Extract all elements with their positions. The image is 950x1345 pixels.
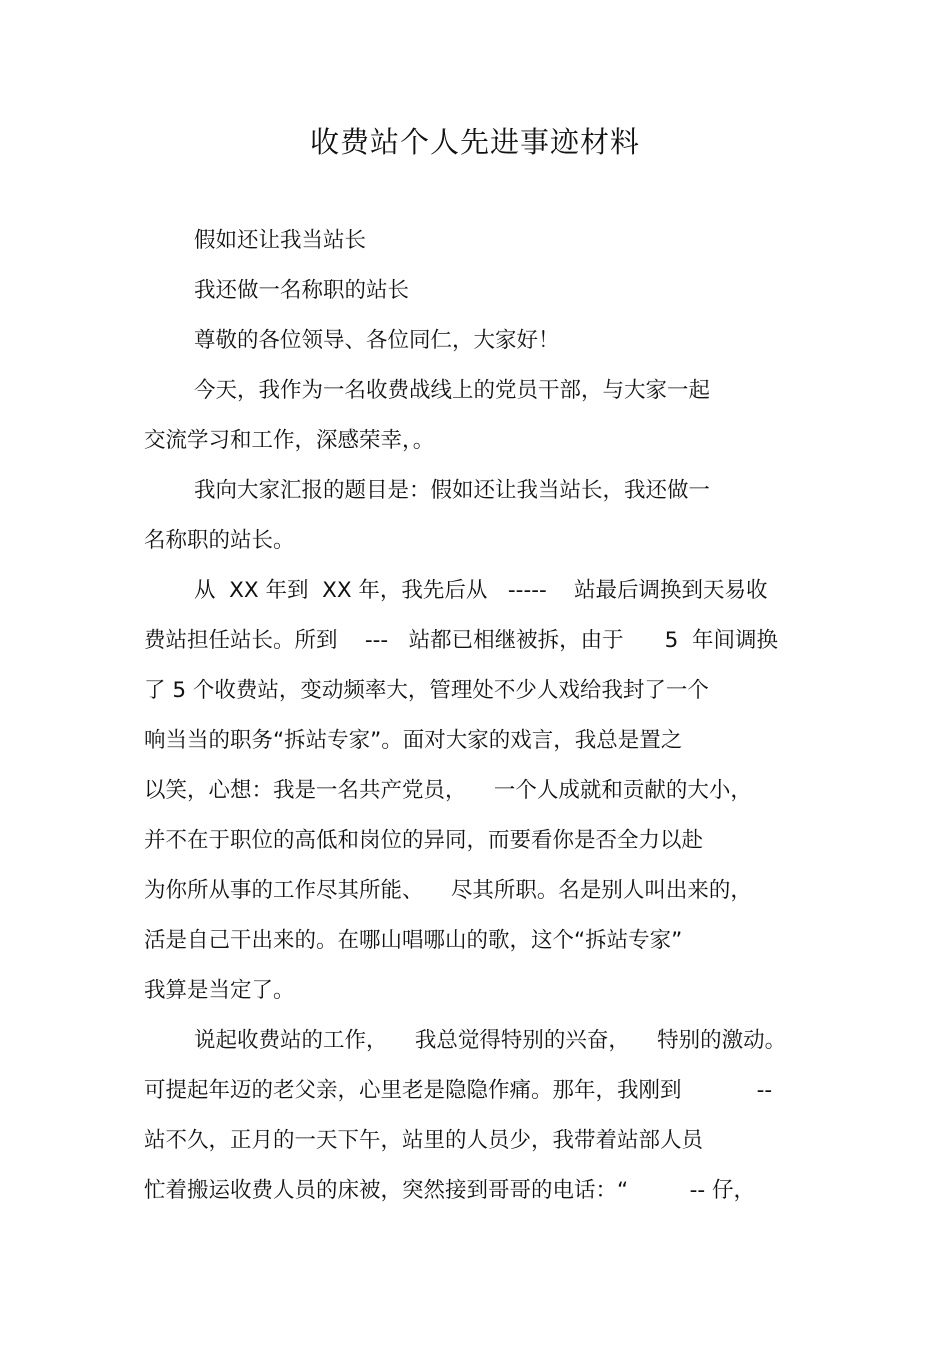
paragraph-line: 我向大家汇报的题目是：假如还让我当站长，我还做一 <box>194 478 711 503</box>
paragraph-line: 我算是当定了。 <box>144 978 295 1003</box>
paragraph-line: 交流学习和工作，深感荣幸，。 <box>144 428 435 453</box>
paragraph-line: 了 5 个收费站，变动频率大，管理处不少人戏给我封了一个 <box>144 678 709 703</box>
paragraph-line: 为你所从事的工作尽其所能、 尽其所职。名是别人叫出来的， <box>144 878 752 903</box>
paragraph-line: 从 XX 年到 XX 年，我先后从 ----- 站最后调换到天易收 <box>194 578 768 603</box>
paragraph-line: 站不久，正月的一天下午，站里的人员少，我带着站部人员 <box>144 1128 704 1153</box>
document-title: 收费站个人先进事迹材料 <box>309 125 640 159</box>
paragraph-line: 活是自己干出来的。在哪山唱哪山的歌，这个“拆站专家” <box>144 928 683 953</box>
paragraph-line: 忙着搬运收费人员的床被，突然接到哥哥的电话：“ -- 仔， <box>144 1178 755 1203</box>
paragraph-line: 今天，我作为一名收费战线上的党员干部，与大家一起 <box>194 378 711 403</box>
paragraph-line: 说起收费站的工作， 我总觉得特别的兴奋， 特别的激动。 <box>194 1028 787 1053</box>
paragraph-line: 响当当的职务“拆站专家”。面对大家的戏言，我总是置之 <box>144 728 683 753</box>
paragraph-line: 以笑，心想：我是一名共产党员， 一个人成就和贡献的大小， <box>144 778 752 803</box>
paragraph-line: 费站担任站长。所到 --- 站都已相继被拆，由于 5 年间调换 <box>144 628 778 653</box>
paragraph-line: 可提起年迈的老父亲，心里老是隐隐作痛。那年，我刚到 -- <box>144 1078 773 1103</box>
paragraph-line: 并不在于职位的高低和岗位的异同，而要看你是否全力以赴 <box>144 828 704 853</box>
paragraph-line: 假如还让我当站长 <box>194 228 367 253</box>
paragraph-line: 我还做一名称职的站长 <box>194 278 410 303</box>
paragraph-line: 名称职的站长。 <box>144 528 295 553</box>
paragraph-line: 尊敬的各位领导、各位同仁，大家好！ <box>194 328 560 353</box>
